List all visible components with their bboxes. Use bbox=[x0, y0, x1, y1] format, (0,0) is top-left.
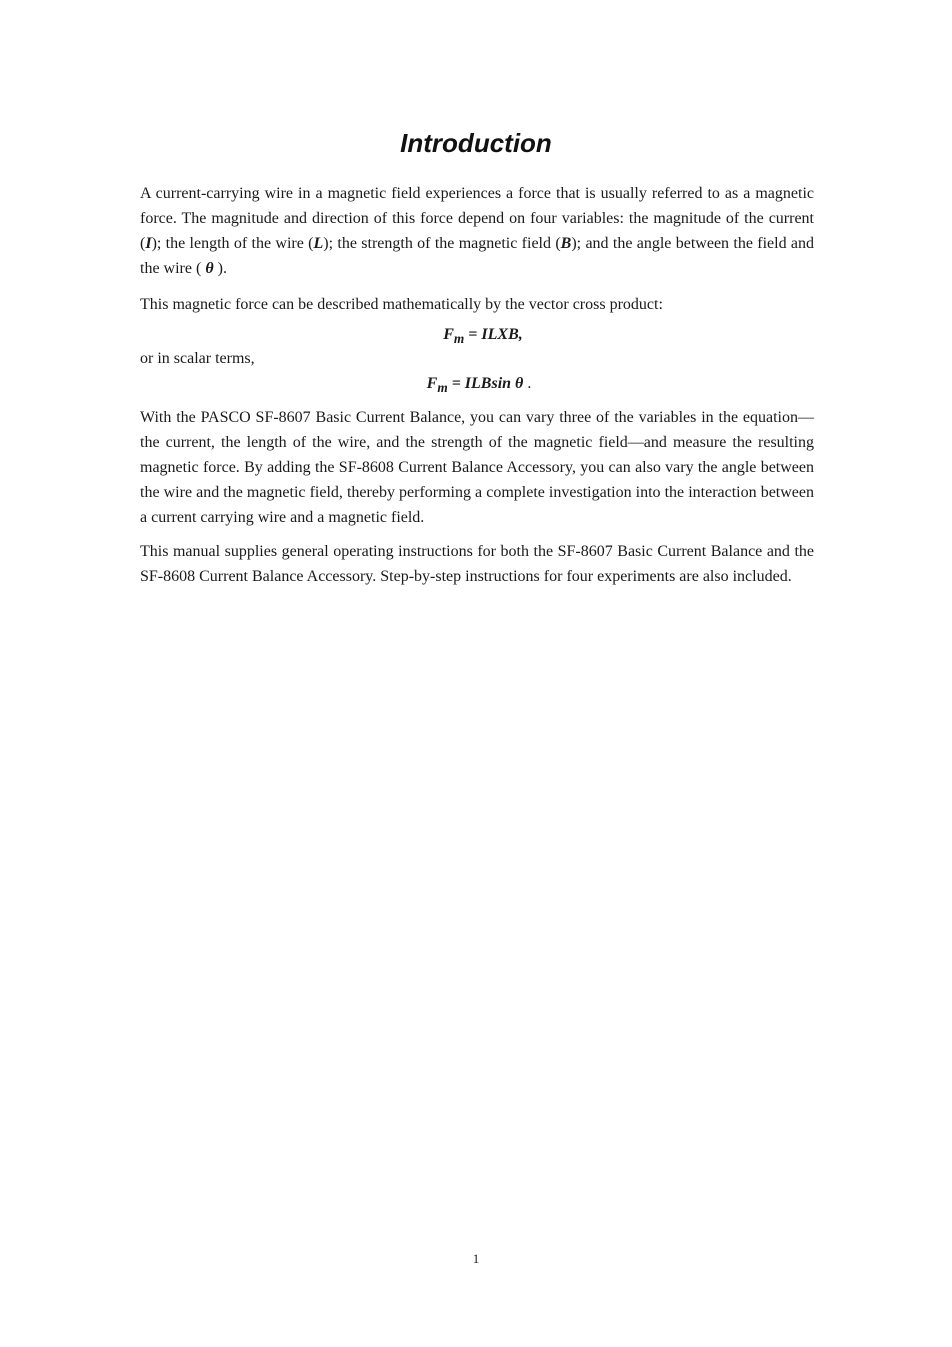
intro-paragraph-1 bbox=[140, 181, 814, 281]
intro-paragraph-2 bbox=[140, 292, 814, 317]
paragraph-text: A current-carrying wire in a magnetic field experiences a force that is usually referred to as a magnetic force. The magnitude and direction of this force depend on four variables: the magnitude of the current ( bbox=[140, 185, 814, 252]
theta-symbol: θ bbox=[205, 260, 214, 277]
paragraph-text: ); the strength of the magnetic field ( bbox=[323, 235, 561, 252]
scalar-equation bbox=[140, 371, 814, 400]
theta-symbol: θ bbox=[515, 375, 524, 392]
paragraph-text: ); the length of the wire ( bbox=[151, 235, 314, 252]
paragraph-text: ); and the angle between the field and the wire ( bbox=[140, 235, 815, 277]
paragraph-text: This magnetic force can be described mathematically by the vector cross product: bbox=[140, 296, 663, 313]
equation-lhs: F bbox=[443, 326, 454, 343]
equation-subscript: m bbox=[437, 380, 448, 396]
equation-rhs: = ILBsin bbox=[447, 375, 516, 392]
equation-subscript: m bbox=[453, 331, 465, 347]
page-title: Introduction bbox=[400, 128, 552, 158]
equation-lhs: F bbox=[426, 375, 438, 392]
equation-period: . bbox=[523, 375, 532, 392]
current-symbol: I bbox=[145, 235, 152, 252]
page-number: 1 bbox=[472, 1251, 480, 1266]
equation-rhs: = ILXB, bbox=[464, 326, 523, 343]
field-symbol: B bbox=[560, 235, 572, 252]
paragraph-text: This manual supplies general operating instructions for both the SF-8607 Basic Current Balance and the SF-8608 Current Balance Accessory. Step-by-step instructions for four experiments are also included. bbox=[140, 543, 814, 585]
paragraph-text: ). bbox=[213, 260, 227, 277]
intro-paragraph-3 bbox=[140, 346, 814, 371]
paragraph-text: With the PASCO SF-8607 Basic Current Balance, you can vary three of the variables in the equation—the current, the length of the wire, and the strength of the magnetic field—and measure the resulting magnetic force. By adding the SF-8608 Current Balance Accessory, you can also vary the angle between the wire and the magnetic field, thereby performing a complete investigation into the interaction between a current carrying wire and a magnetic field. bbox=[140, 409, 814, 526]
intro-paragraph-5 bbox=[140, 539, 814, 589]
length-symbol: L bbox=[313, 235, 324, 252]
intro-paragraph-4 bbox=[140, 405, 814, 530]
paragraph-text: or in scalar terms, bbox=[140, 350, 255, 367]
